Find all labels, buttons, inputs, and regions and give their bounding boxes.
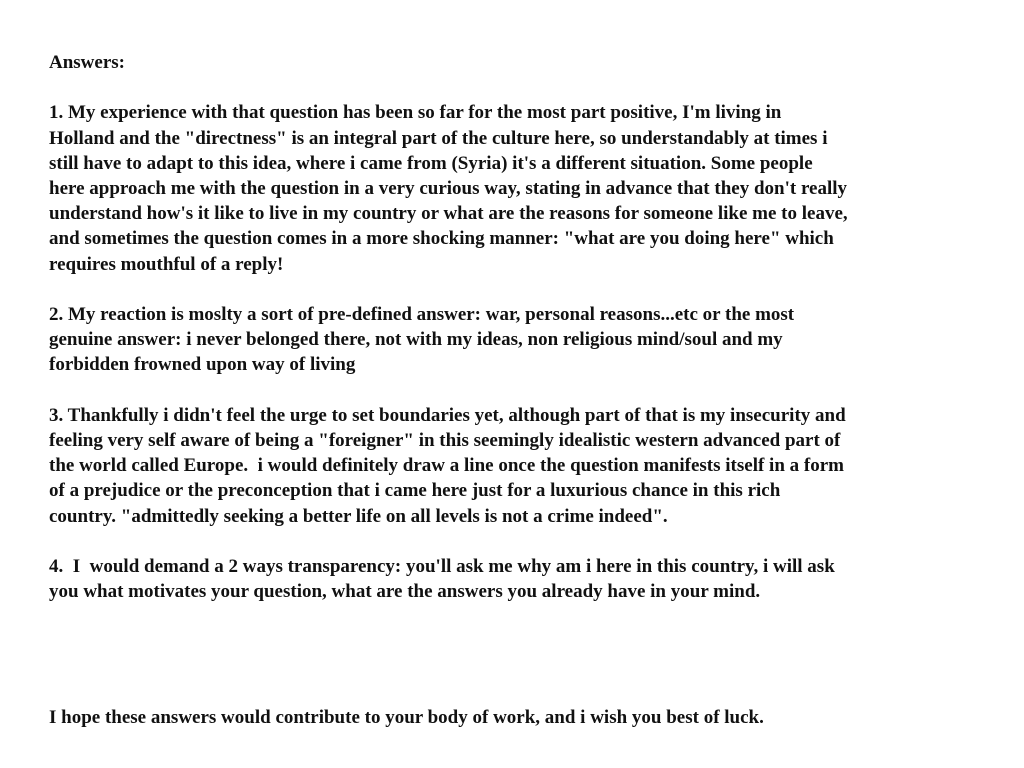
answer-3-line: feeling very self aware of being a "foreigner" in this seemingly idealistic western advanced part of xyxy=(49,430,841,451)
answer-1-line: here approach me with the question in a very curious way, stating in advance that they don't really xyxy=(49,178,848,199)
answer-1-line: still have to adapt to this idea, where i came from (Syria) it's a different situation. Some people xyxy=(49,152,813,174)
answer-3 xyxy=(49,403,999,529)
answer-4-line: 4. I would demand a 2 ways transparency: you'll ask me why am i here in this country, i will ask xyxy=(49,556,835,577)
answer-2-line: 2. My reaction is moslty a sort of pre-defined answer: war, personal reasons...etc or the most xyxy=(49,304,795,325)
answer-4 xyxy=(49,554,999,604)
answer-2-line: forbidden frowned upon way of living xyxy=(49,354,356,376)
answer-3-line: 3. Thankfully i didn't feel the urge to set boundaries yet, although part of that is my insecurity and xyxy=(49,404,846,426)
answer-1-line: 1. My experience with that question has been so far for the most part positive, I'm living in xyxy=(49,102,782,124)
paragraph-gap xyxy=(49,75,999,100)
paragraph-gap xyxy=(49,277,999,302)
answer-2-line: genuine answer: i never belonged there, not with my ideas, non religious mind/soul and my xyxy=(49,329,783,351)
answer-1-line: requires mouthful of a reply! xyxy=(49,253,284,275)
answer-1 xyxy=(49,100,999,276)
answer-1-line: understand how's it like to live in my country or what are the reasons for someone like me to leave, xyxy=(49,203,848,225)
answer-4-line: you what motivates your question, what are the answers you already have in your mind. xyxy=(49,581,761,603)
paragraph-gap xyxy=(49,604,999,705)
answer-3-line: country. "admittedly seeking a better life on all levels is not a crime indeed". xyxy=(49,505,668,527)
answer-1-line: and sometimes the question comes in a more shocking manner: "what are you doing here" which xyxy=(49,228,834,250)
heading-answers: Answers: xyxy=(49,52,125,73)
paragraph-gap xyxy=(49,378,999,403)
answer-1-line: Holland and the "directness" is an integral part of the culture here, so understandably at times i xyxy=(49,127,828,149)
answer-3-line: of a prejudice or the preconception that i came here just for a luxurious chance in this rich xyxy=(49,480,781,502)
closing-line: I hope these answers would contribute to your body of work, and i wish you best of luck. xyxy=(49,707,764,729)
paragraph-gap xyxy=(49,529,999,554)
document-body xyxy=(49,50,999,730)
answer-3-line: the world called Europe. i would definitely draw a line once the question manifests itself in a form xyxy=(49,455,844,477)
answer-2 xyxy=(49,302,999,378)
